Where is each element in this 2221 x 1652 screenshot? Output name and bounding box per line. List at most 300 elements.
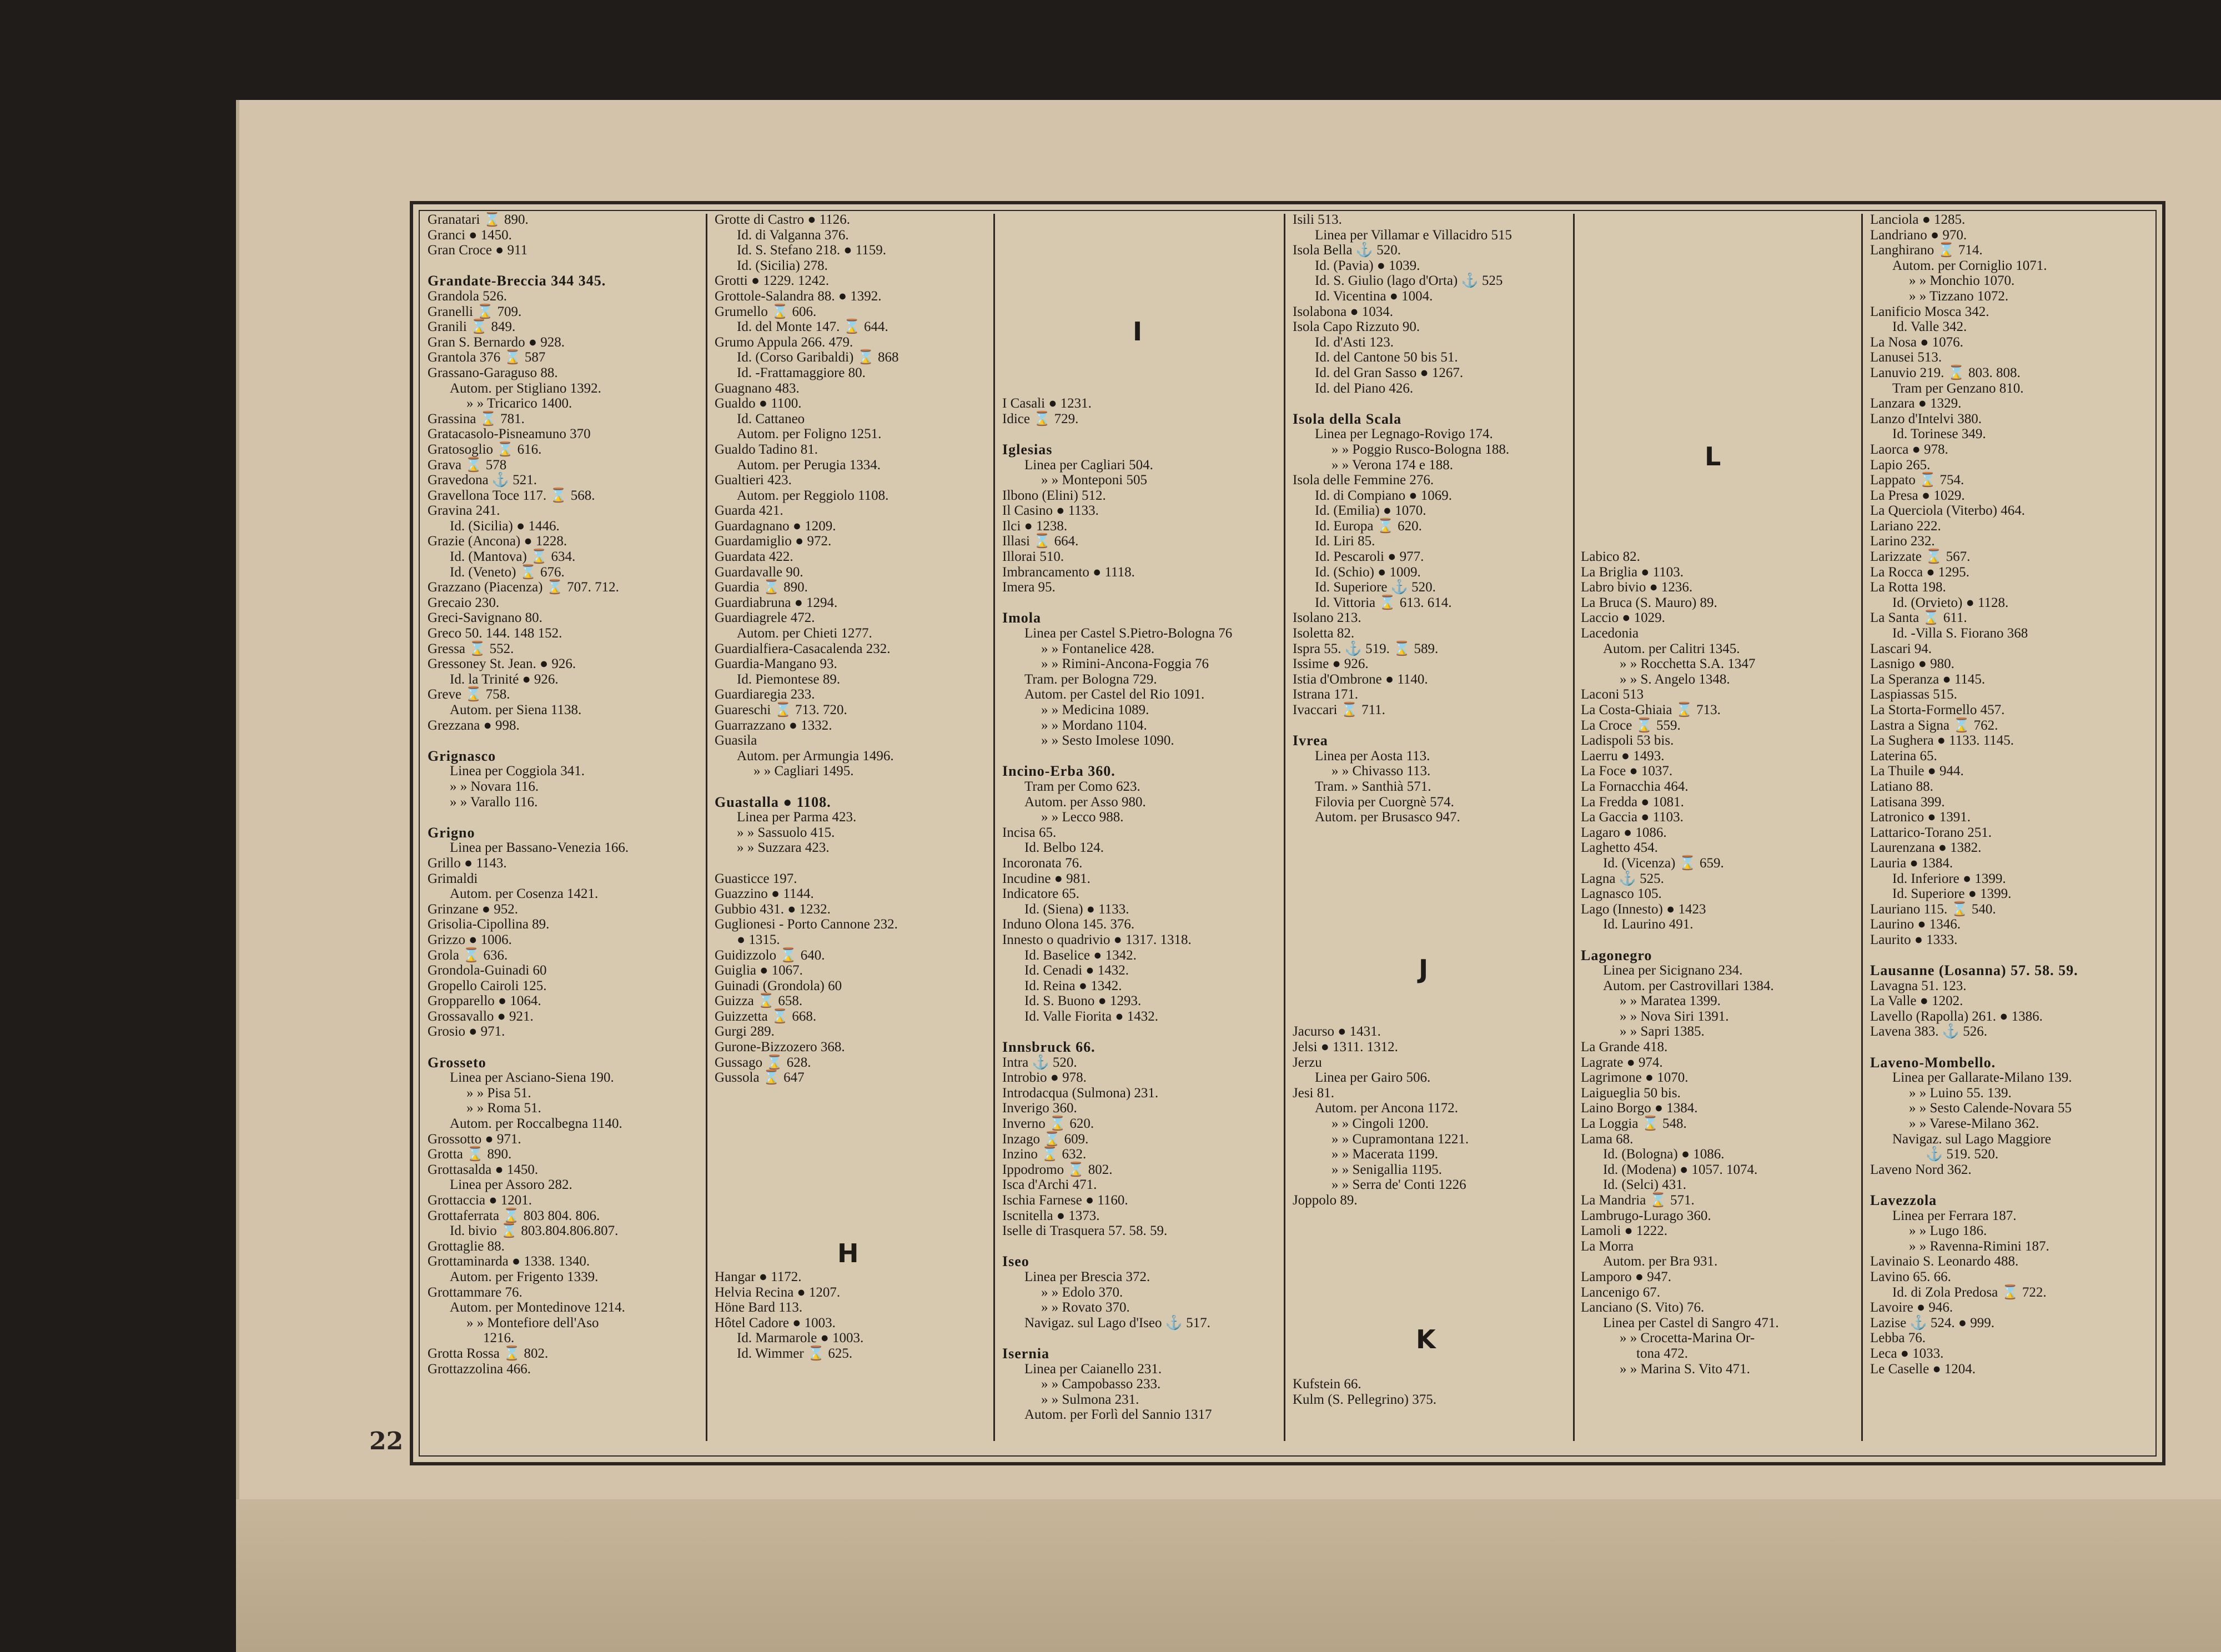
index-entry: Guagnano 483. <box>715 380 800 396</box>
index-entry: Lebba 76. <box>1870 1330 1926 1346</box>
index-entry: Grinzane ● 952. <box>428 901 518 917</box>
index-entry: Gropello Cairoli 125. <box>428 978 547 993</box>
column-spacer <box>715 1116 989 1132</box>
index-entry: Incoronata 76. <box>1002 855 1083 871</box>
index-entry: Id. Cattaneo <box>737 411 805 426</box>
column-spacer <box>715 1193 989 1208</box>
column-spacer <box>1002 1024 1280 1040</box>
index-entry: Id. (Sicilia) 278. <box>737 258 828 273</box>
index-entry: Linea per Legnago-Rovigo 174. <box>1315 426 1493 442</box>
index-entry: Linea per Villamar e Villacidro 515 <box>1315 227 1512 243</box>
index-entry: Grottole-Salandra 88. ● 1392. <box>715 288 882 304</box>
index-entry: Grottasalda ● 1450. <box>428 1162 539 1177</box>
index-entry: » » Sulmona 231. <box>1041 1392 1139 1407</box>
column-spacer <box>1581 365 1858 381</box>
index-entry: Gressa ⌛ 552. <box>428 641 514 656</box>
index-entry: » » Tizzano 1072. <box>1909 288 2009 304</box>
index-entry: Langhirano ⌛ 714. <box>1870 243 1983 258</box>
index-entry: Id. -Frattamaggiore 80. <box>737 365 866 380</box>
index-entry: Lagrimone ● 1070. <box>1581 1070 1689 1086</box>
index-heading: Imola <box>1002 610 1041 626</box>
index-entry: Id. Liri 85. <box>1315 534 1375 549</box>
column-spacer <box>1002 381 1280 396</box>
index-entry: Laspiassas 515. <box>1870 687 1957 702</box>
index-entry: Autom. per Asso 980. <box>1024 794 1146 810</box>
index-entry: Grottammare 76. <box>428 1284 522 1300</box>
index-entry: Granatari ⌛ 890. <box>428 212 529 227</box>
index-entry: Autom. per Castel del Rio 1091. <box>1024 687 1205 702</box>
index-entry: Id. bivio ⌛ 803.804.806.807. <box>450 1223 619 1239</box>
index-entry: Joppolo 89. <box>1293 1193 1358 1208</box>
index-entry: Linea per Aosta 113. <box>1315 748 1430 764</box>
column-spacer <box>715 1208 989 1224</box>
column-divider <box>1284 214 1285 1441</box>
index-entry: Navigaz. sul Lago Maggiore <box>1892 1131 2052 1147</box>
index-entry: Laconi 513 <box>1581 687 1644 702</box>
section-letter-h: H <box>837 1238 859 1268</box>
index-entry: Grotta ⌛ 890. <box>428 1147 512 1162</box>
index-entry: Id. (Orvieto) ● 1128. <box>1892 595 2009 610</box>
index-entry: Id. (Vicenza) ⌛ 659. <box>1603 855 1724 871</box>
index-entry: » » Rocchetta S.A. 1347 <box>1620 656 1756 672</box>
index-entry: Grondola-Guinadi 60 <box>428 963 547 978</box>
index-entry: Autom. per Stigliano 1392. <box>450 380 601 396</box>
index-entry: Isili 513. <box>1293 212 1342 227</box>
column-spacer <box>1293 718 1570 734</box>
index-entry: Id. (Corso Garibaldi) ⌛ 868 <box>737 350 899 365</box>
index-heading: Lausanne (Losanna) 57. 58. 59. <box>1870 962 2078 979</box>
index-entry: Guidizzolo ⌛ 640. <box>715 947 825 963</box>
index-entry: La Loggia ⌛ 548. <box>1581 1116 1687 1132</box>
column-spacer <box>1581 932 1858 948</box>
index-entry: Laurenzana ● 1382. <box>1870 840 1982 856</box>
index-entry: » » Monteponi 505 <box>1041 473 1147 488</box>
index-entry: Id. del Monte 147. ⌛ 644. <box>737 319 888 335</box>
index-entry: La Morra <box>1581 1238 1634 1254</box>
index-entry: Guarda 421. <box>715 503 783 519</box>
index-entry: Laino Borgo ● 1384. <box>1581 1101 1698 1116</box>
index-entry: Gualdo Tadino 81. <box>715 441 818 457</box>
index-entry: » » Poggio Rusco-Bologna 188. <box>1331 441 1510 457</box>
index-entry: Linea per Caianello 231. <box>1024 1361 1162 1377</box>
column-spacer <box>715 1223 989 1239</box>
column-spacer <box>1581 396 1858 411</box>
index-entry: Guizzetta ⌛ 668. <box>715 1008 817 1024</box>
index-entry: Latronico ● 1391. <box>1870 810 1971 825</box>
index-entry: Illorai 510. <box>1002 549 1064 565</box>
index-entry: Gurgi 289. <box>715 1024 775 1040</box>
index-entry: » » Serra de' Conti 1226 <box>1331 1177 1466 1193</box>
index-entry: » » Fontanelice 428. <box>1041 641 1155 656</box>
index-entry: Lavena 383. ⚓ 526. <box>1870 1024 1987 1040</box>
index-entry: Laorca ● 978. <box>1870 441 1948 457</box>
index-entry: Guardamiglio ● 972. <box>715 534 832 549</box>
index-entry: Filovia per Cuorgnè 574. <box>1315 794 1454 810</box>
column-spacer <box>1293 1362 1570 1377</box>
index-entry: Linea per Bassano-Venezia 166. <box>450 840 629 856</box>
index-entry: » » Nova Siri 1391. <box>1620 1008 1729 1024</box>
index-entry: Autom. per Armungia 1496. <box>737 748 894 764</box>
index-entry: Laerru ● 1493. <box>1581 748 1665 764</box>
column-spacer <box>1581 503 1858 519</box>
index-entry: Autom. per Cosenza 1421. <box>450 886 599 902</box>
index-entry: Ivaccari ⌛ 711. <box>1293 702 1385 717</box>
index-column-6 <box>1870 212 2148 1442</box>
index-heading: Laveno-Mombello. <box>1870 1054 1996 1071</box>
index-entry: Autom. per Corniglio 1071. <box>1892 258 2047 273</box>
index-entry: » » Senigallia 1195. <box>1331 1162 1443 1177</box>
index-entry: Lavino 65. 66. <box>1870 1269 1951 1284</box>
index-entry: » » Pisa 51. <box>466 1085 531 1101</box>
index-entry: Guardia-Mangano 93. <box>715 656 837 672</box>
column-divider <box>706 214 707 1441</box>
index-entry: Gropparello ● 1064. <box>428 993 541 1009</box>
index-entry: Linea per Sicignano 234. <box>1603 963 1743 978</box>
index-heading: Lavezzola <box>1870 1192 1937 1208</box>
index-entry: Lamporo ● 947. <box>1581 1269 1671 1284</box>
column-spacer <box>1581 350 1858 365</box>
index-entry: Grola ⌛ 636. <box>428 947 508 963</box>
index-entry: » » Rovato 370. <box>1041 1300 1130 1315</box>
index-entry: » » Varese-Milano 362. <box>1909 1116 2039 1132</box>
index-entry: » » Cingoli 1200. <box>1331 1116 1429 1132</box>
index-entry: Tram. » Santhià 571. <box>1315 779 1431 794</box>
index-entry: Grazie (Ancona) ● 1228. <box>428 534 567 549</box>
column-spacer <box>715 1132 989 1147</box>
index-entry: » » Macerata 1199. <box>1331 1147 1439 1162</box>
index-entry: Id. Reina ● 1342. <box>1024 978 1122 993</box>
column-spacer <box>1002 365 1280 381</box>
index-entry: Kufstein 66. <box>1293 1377 1361 1392</box>
index-entry: Id. (Siena) ● 1133. <box>1024 901 1129 917</box>
index-entry: Linea per Coggiola 341. <box>450 764 585 779</box>
index-heading: Grignasco <box>428 747 496 764</box>
column-spacer <box>1581 426 1858 442</box>
index-entry: Gurone-Bizzozero 368. <box>715 1040 845 1055</box>
index-entry: Id. Superiore ⚓ 520. <box>1315 580 1436 595</box>
column-spacer <box>1293 1223 1570 1239</box>
index-entry: Latiano 88. <box>1870 779 1933 794</box>
index-heading: Ivrea <box>1293 732 1328 749</box>
section-letter-l: L <box>1705 441 1721 471</box>
index-entry: Autom. per Chieti 1277. <box>737 626 872 641</box>
index-entry: Tram. per Bologna 729. <box>1024 671 1157 687</box>
index-entry: Lariano 222. <box>1870 518 1941 534</box>
index-column-1 <box>428 212 702 1442</box>
index-heading: Innsbruck 66. <box>1002 1039 1096 1056</box>
column-spacer <box>1581 335 1858 350</box>
index-entry: Autom. per Calitri 1345. <box>1603 641 1740 656</box>
index-entry: Inverno ⌛ 620. <box>1002 1116 1094 1132</box>
index-entry: Navigaz. sul Lago d'Iseo ⚓ 517. <box>1024 1315 1210 1330</box>
index-entry: Höne Bard 113. <box>715 1300 803 1315</box>
index-entry: Isola delle Femmine 276. <box>1293 473 1434 488</box>
index-entry: Grava ⌛ 578 <box>428 457 507 473</box>
index-entry: Laveno Nord 362. <box>1870 1162 1972 1177</box>
index-entry: Autom. per Perugia 1334. <box>737 457 881 473</box>
index-entry: Hôtel Cadore ● 1003. <box>715 1315 836 1330</box>
index-entry: Jerzu <box>1293 1055 1322 1070</box>
index-entry: Guardiagrele 472. <box>715 610 815 626</box>
index-entry: Grumello ⌛ 606. <box>715 304 817 319</box>
index-entry: Grotta Rossa ⌛ 802. <box>428 1345 549 1361</box>
index-entry: La Rotta 198. <box>1870 580 1946 595</box>
index-entry: Id. (Emilia) ● 1070. <box>1315 503 1426 519</box>
column-spacer <box>1002 212 1280 228</box>
index-entry: Linea per Asciano-Siena 190. <box>450 1070 614 1086</box>
index-entry: Guglionesi - Porto Cannone 232. <box>715 917 898 932</box>
index-entry: Labro bivio ● 1236. <box>1581 580 1693 595</box>
index-entry: » » Sassuolo 415. <box>737 825 835 840</box>
index-entry: Lagna ⚓ 525. <box>1581 871 1664 886</box>
column-divider <box>1861 214 1863 1441</box>
index-entry: Linea per Cagliari 504. <box>1024 457 1153 473</box>
column-spacer <box>1581 534 1858 549</box>
column-spacer <box>428 258 702 274</box>
index-entry: Id. Europa ⌛ 620. <box>1315 518 1422 534</box>
column-spacer <box>428 733 702 749</box>
index-entry: Laghetto 454. <box>1581 840 1658 856</box>
index-entry: » » Cupramontana 1221. <box>1331 1131 1469 1147</box>
index-entry: Jelsi ● 1311. 1312. <box>1293 1040 1398 1055</box>
column-spacer <box>1293 1208 1570 1224</box>
index-entry: Autom. per Roccalbegna 1140. <box>450 1116 622 1132</box>
index-entry: Greci-Savignano 80. <box>428 610 542 626</box>
index-entry: La Storta-Formello 457. <box>1870 702 2005 717</box>
column-spacer <box>1293 886 1570 902</box>
index-entry: Grassano-Garaguso 88. <box>428 365 558 380</box>
index-entry: Inverigo 360. <box>1002 1101 1077 1116</box>
index-entry: Le Caselle ● 1204. <box>1870 1361 1976 1377</box>
index-entry: Laurino ● 1346. <box>1870 917 1961 932</box>
index-entry: Guardialfiera-Casacalenda 232. <box>715 641 891 656</box>
index-entry: Id. Valle Fiorita ● 1432. <box>1024 1008 1159 1024</box>
column-spacer <box>1581 304 1858 320</box>
index-entry: Gravedona ⚓ 521. <box>428 473 537 488</box>
index-entry: Id. Wimmer ⌛ 625. <box>737 1345 853 1361</box>
index-entry: Lancenigo 67. <box>1581 1284 1661 1300</box>
index-entry: Lattarico-Torano 251. <box>1870 825 1992 840</box>
column-spacer <box>1293 1269 1570 1285</box>
index-entry: Ilci ● 1238. <box>1002 518 1068 534</box>
index-heading: Grigno <box>428 824 475 841</box>
index-entry: Lanzo d'Intelvi 380. <box>1870 411 1982 426</box>
index-entry: Lanciola ● 1285. <box>1870 212 1966 227</box>
index-entry: Laccio ● 1029. <box>1581 610 1665 626</box>
index-entry: Lapio 265. <box>1870 457 1931 473</box>
column-spacer <box>1581 212 1858 228</box>
column-spacer <box>1581 243 1858 258</box>
column-spacer <box>715 856 989 871</box>
column-spacer <box>1581 473 1858 488</box>
index-entry: Lambrugo-Lurago 360. <box>1581 1208 1711 1223</box>
column-spacer <box>1581 258 1858 274</box>
index-heading: Iglesias <box>1002 441 1053 458</box>
index-heading: Lagonegro <box>1581 947 1652 963</box>
index-entry: Autom. per Frigento 1339. <box>450 1269 599 1284</box>
index-entry: Id. Piemontese 89. <box>737 671 841 687</box>
index-heading: Incino-Erba 360. <box>1002 763 1115 780</box>
index-entry: Gussola ⌛ 647 <box>715 1070 805 1086</box>
index-heading: Grosseto <box>428 1054 486 1071</box>
column-spacer <box>1293 963 1570 978</box>
column-spacer <box>715 1086 989 1101</box>
index-entry: Id. (Veneto) ⌛ 676. <box>450 564 565 580</box>
index-entry: Intra ⚓ 520. <box>1002 1055 1077 1070</box>
index-entry: Ischia Farnese ● 1160. <box>1002 1193 1128 1208</box>
index-entry: Grantola 376 ⌛ 587 <box>428 350 546 365</box>
index-entry: » » Campobasso 233. <box>1041 1377 1161 1392</box>
index-entry: La Sughera ● 1133. 1145. <box>1870 733 2014 749</box>
index-entry: La Rocca ● 1295. <box>1870 564 1969 580</box>
index-entry: » » Maratea 1399. <box>1620 993 1721 1009</box>
index-entry: Istia d'Ombrone ● 1140. <box>1293 671 1428 687</box>
index-entry: La Thuile ● 944. <box>1870 764 1964 779</box>
index-entry: Autom. per Reggiolo 1108. <box>737 488 889 503</box>
index-entry: » » Suzzara 423. <box>737 840 830 856</box>
column-spacer <box>1293 1285 1570 1300</box>
index-entry: Id. del Piano 426. <box>1315 380 1414 396</box>
index-entry: Ippodromo ⌛ 802. <box>1002 1162 1113 1177</box>
column-spacer <box>428 810 702 825</box>
index-entry: Grandola 526. <box>428 288 507 304</box>
index-entry: Grecaio 230. <box>428 595 500 610</box>
index-entry: Gran Croce ● 911 <box>428 243 528 258</box>
index-entry: Granili ⌛ 849. <box>428 319 516 335</box>
column-spacer <box>1002 595 1280 611</box>
index-entry: Id. Torinese 349. <box>1892 426 1986 442</box>
index-entry: Lagnasco 105. <box>1581 886 1662 902</box>
index-entry: Grassina ⌛ 781. <box>428 411 525 426</box>
index-entry: Gussago ⌛ 628. <box>715 1055 811 1070</box>
index-entry: Autom. per Castrovillari 1384. <box>1603 978 1774 993</box>
index-entry: ⚓ 519. 520. <box>1926 1147 1999 1162</box>
index-entry: » » Tricarico 1400. <box>466 396 572 411</box>
index-entry: Grotti ● 1229. 1242. <box>715 273 830 289</box>
index-entry: Granelli ⌛ 709. <box>428 304 522 319</box>
index-entry: Lavoire ● 946. <box>1870 1300 1953 1315</box>
index-entry: Id. Baselice ● 1342. <box>1024 947 1137 963</box>
column-spacer <box>1293 396 1570 411</box>
column-spacer <box>1002 1239 1280 1254</box>
index-entry: Laurito ● 1333. <box>1870 932 1958 947</box>
index-entry: La Santa ⌛ 611. <box>1870 610 1967 626</box>
index-entry: Guardia ⌛ 890. <box>715 580 808 595</box>
index-entry: Hangar ● 1172. <box>715 1269 802 1284</box>
column-spacer <box>1293 917 1570 932</box>
column-spacer <box>1581 488 1858 504</box>
column-spacer <box>1581 519 1858 534</box>
index-entry: Gratosoglio ⌛ 616. <box>428 441 542 457</box>
index-entry: Autom. per Montedinove 1214. <box>450 1300 625 1315</box>
index-entry: Tram per Como 623. <box>1024 779 1140 794</box>
column-spacer <box>1581 319 1858 335</box>
index-entry: La Fredda ● 1081. <box>1581 794 1684 810</box>
index-entry: Lavello (Rapolla) 261. ● 1386. <box>1870 1008 2043 1024</box>
index-entry: Issime ● 926. <box>1293 656 1369 672</box>
index-entry: Illasi ⌛ 664. <box>1002 534 1079 549</box>
index-entry: Isolabona ● 1034. <box>1293 304 1394 319</box>
index-entry: Grottaferrata ⌛ 803 804. 806. <box>428 1208 600 1223</box>
index-entry: La Fornacchia 464. <box>1581 779 1689 794</box>
index-entry: Lagaro ● 1086. <box>1581 825 1667 840</box>
index-entry: Grottaminarda ● 1338. 1340. <box>428 1254 590 1269</box>
index-entry: Id. (Selci) 431. <box>1603 1177 1686 1193</box>
index-entry: » » Ravenna-Rimini 187. <box>1909 1238 2049 1254</box>
index-entry: » » Varallo 116. <box>450 794 538 810</box>
index-entry: » » Cagliari 1495. <box>753 764 854 779</box>
index-entry: ● 1315. <box>737 932 780 947</box>
column-spacer <box>1293 840 1570 856</box>
index-entry: Id. Marmarole ● 1003. <box>737 1330 864 1346</box>
index-entry: » » Sesto Imolese 1090. <box>1041 733 1174 749</box>
index-entry: Lauria ● 1384. <box>1870 855 1953 871</box>
index-entry: Landriano ● 970. <box>1870 227 1967 243</box>
index-entry: Guardiaregia 233. <box>715 687 815 702</box>
index-entry: Larino 232. <box>1870 534 1935 549</box>
index-entry: Id. -Villa S. Fiorano 368 <box>1892 626 2028 641</box>
index-entry: La Briglia ● 1103. <box>1581 564 1684 580</box>
index-entry: Lagrate ● 974. <box>1581 1055 1663 1070</box>
index-entry: Id. S. Stefano 218. ● 1159. <box>737 243 887 258</box>
index-entry: Id. (Modena) ● 1057. 1074. <box>1603 1162 1758 1177</box>
column-spacer <box>1293 978 1570 994</box>
index-entry: Id. di Compiano ● 1069. <box>1315 488 1453 503</box>
column-spacer <box>1293 871 1570 887</box>
index-entry: Autom. per Ancona 1172. <box>1315 1101 1459 1116</box>
index-entry: Gratacasolo-Pisneamuno 370 <box>428 426 591 442</box>
index-entry: Id. (Schio) ● 1009. <box>1315 564 1421 580</box>
index-entry: Labico 82. <box>1581 549 1640 565</box>
index-entry: Grotte di Castro ● 1126. <box>715 212 851 227</box>
index-entry: Imbrancamento ● 1118. <box>1002 564 1135 580</box>
index-entry: Id. Vicentina ● 1004. <box>1315 288 1433 304</box>
index-entry: La Querciola (Viterbo) 464. <box>1870 503 2025 519</box>
index-entry: Induno Olona 145. 376. <box>1002 917 1135 932</box>
index-entry: Isoletta 82. <box>1293 626 1355 641</box>
index-entry: Id. (Sicilia) ● 1446. <box>450 518 560 534</box>
index-column-3 <box>1002 212 1280 1442</box>
index-entry: Iselle di Trasquera 57. 58. 59. <box>1002 1223 1168 1239</box>
index-entry: La Bruca (S. Mauro) 89. <box>1581 595 1717 610</box>
index-entry: » » Sapri 1385. <box>1620 1024 1705 1040</box>
index-entry: Id. Cenadi ● 1432. <box>1024 963 1129 978</box>
index-entry: Laterina 65. <box>1870 748 1937 764</box>
index-entry: Inzago ⌛ 609. <box>1002 1131 1089 1147</box>
index-entry: Lasnigo ● 980. <box>1870 656 1954 672</box>
index-entry: Lanificio Mosca 342. <box>1870 304 1989 319</box>
column-spacer <box>1581 289 1858 304</box>
index-entry: Inzino ⌛ 632. <box>1002 1147 1087 1162</box>
column-spacer <box>1581 273 1858 289</box>
column-spacer <box>1293 902 1570 917</box>
section-letter-j: J <box>1419 954 1429 984</box>
index-entry: Guasticce 197. <box>715 871 797 886</box>
index-entry: Linea per Castel S.Pietro-Bologna 76 <box>1024 626 1233 641</box>
page-number: 22 <box>369 1427 404 1455</box>
index-entry: Gressoney St. Jean. ● 926. <box>428 656 576 672</box>
index-entry: Introdacqua (Sulmona) 231. <box>1002 1085 1159 1101</box>
column-spacer <box>1293 993 1570 1009</box>
index-entry: Id. (Bologna) ● 1086. <box>1603 1147 1725 1162</box>
index-entry: Lanciano (S. Vito) 76. <box>1581 1300 1705 1315</box>
index-entry: Greco 50. 144. 148 152. <box>428 626 562 641</box>
index-entry: Incudine ● 981. <box>1002 871 1091 886</box>
index-entry: » » Lugo 186. <box>1909 1223 1987 1239</box>
index-entry: La Presa ● 1029. <box>1870 488 1965 503</box>
index-entry: Ispra 55. ⚓ 519. ⌛ 589. <box>1293 641 1439 656</box>
column-spacer <box>1002 749 1280 764</box>
